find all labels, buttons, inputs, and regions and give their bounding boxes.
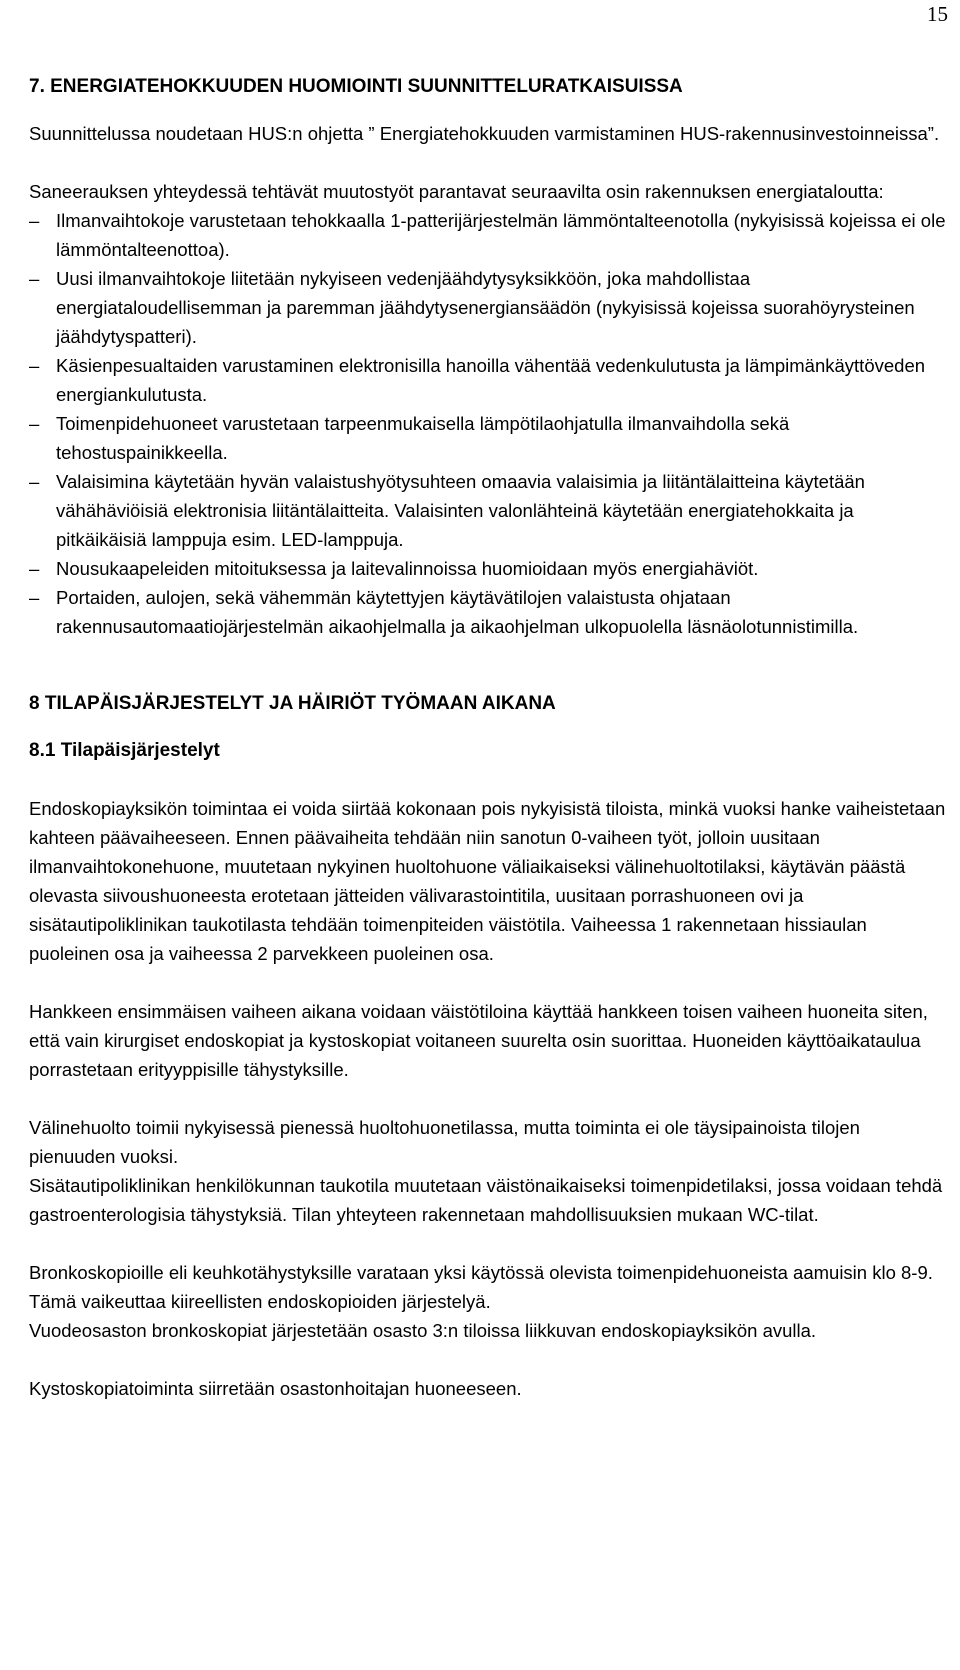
- list-item-text: Valaisimina käytetään hyvän valaistushyötysuhteen omaavia valaisimia ja liitäntälaitteina käytetään vähähäviöisiä elektronisia liitäntälaitteita. Valaisinten valonlähteinä käytetään energiatehokkaita ja pitkäikäisiä lamppuja esim. LED-lamppuja.: [56, 471, 865, 550]
- list-item: [29, 467, 947, 554]
- list-item: [29, 351, 947, 409]
- list-item: [29, 206, 947, 264]
- section-7-heading: 7. ENERGIATEHOKKUUDEN HUOMIOINTI SUUNNITTELURATKAISUISSA: [29, 76, 683, 97]
- paragraph: Välinehuolto toimii nykyisessä pienessä huoltohuonetilassa, mutta toiminta ei ole täysipainoista tilojen pienuuden vuoksi.: [29, 1117, 860, 1167]
- list-item: [29, 583, 947, 641]
- page-number: 15: [927, 2, 948, 26]
- list-item-text: Toimenpidehuoneet varustetaan tarpeenmukaisella lämpötilaohjatulla ilmanvaihdolla sekä tehostuspainikkeella.: [56, 413, 790, 463]
- dash-marker: –: [29, 558, 40, 579]
- dash-marker: –: [29, 268, 40, 289]
- list-item-text: Uusi ilmanvaihtokoje liitetään nykyiseen vedenjäähdytysyksikköön, joka mahdollistaa energiataloudellisemman ja paremman jäähdytysenergiansäädön (nykyisissä kojeissa suorahöyrysteinen jäähdytyspatteri).: [56, 268, 915, 347]
- list-item-text: Nousukaapeleiden mitoituksessa ja laitevalinnoissa huomioidaan myös energiahäviöt.: [56, 558, 759, 579]
- energy-measures-list: [29, 206, 947, 641]
- paragraph: Kystoskopiatoiminta siirretään osastonhoitajan huoneeseen.: [29, 1378, 522, 1399]
- dash-marker: –: [29, 355, 40, 376]
- paragraph: Hankkeen ensimmäisen vaiheen aikana voidaan väistötiloina käyttää hankkeen toisen vaiheen huoneita siten, että vain kirurgiset endoskopiat ja kystoskopiat voitaneen suurelta osin suorittaa. Huoneiden käyttöaikataulua porrastetaan erityyppisille tähystyksille.: [29, 1001, 928, 1080]
- dash-marker: –: [29, 413, 40, 434]
- dash-marker: –: [29, 471, 40, 492]
- section-7-intro: Suunnittelussa noudetaan HUS:n ohjetta ” Energiatehokkuuden varmistaminen HUS-rakennusinvestoinneissa”.: [29, 123, 940, 144]
- document-body: [29, 72, 947, 1403]
- dash-marker: –: [29, 210, 40, 231]
- paragraph: Vuodeosaston bronkoskopiat järjestetään osasto 3:n tiloissa liikkuvan endoskopiayksikön avulla.: [29, 1320, 817, 1341]
- list-item-text: Portaiden, aulojen, sekä vähemmän käytettyjen käytävätilojen valaistusta ohjataan rakennusautomaatiojärjestelmän aikaohjelmalla ja aikaohjelman ulkopuolella läsnäolotunnistimilla.: [56, 587, 859, 637]
- list-item: [29, 409, 947, 467]
- section-7-lead: Saneerauksen yhteydessä tehtävät muutostyöt parantavat seuraavilta osin rakennuksen energiataloutta:: [29, 181, 884, 202]
- dash-marker: –: [29, 587, 40, 608]
- section-8-1-heading: 8.1 Tilapäisjärjestelyt: [29, 740, 220, 761]
- section-8-heading: 8 TILAPÄISJÄRJESTELYT JA HÄIRIÖT TYÖMAAN AIKANA: [29, 693, 556, 714]
- list-item: [29, 554, 947, 583]
- paragraph: Bronkoskopioille eli keuhkotähystyksille varataan yksi käytössä olevista toimenpidehuoneista aamuisin klo 8-9. Tämä vaikeuttaa kiireellisten endoskopioiden järjestelyä.: [29, 1262, 933, 1312]
- paragraph: Sisätautipoliklinikan henkilökunnan taukotila muutetaan väistönaikaiseksi toimenpidetilaksi, jossa voidaan tehdä gastroenterologisia tähystyksiä. Tilan yhteyteen rakennetaan mahdollisuuksien mukaan WC-tilat.: [29, 1175, 943, 1225]
- paragraph: Endoskopiayksikön toimintaa ei voida siirtää kokonaan pois nykyisistä tiloista, minkä vuoksi hanke vaiheistetaan kahteen päävaiheeseen. Ennen päävaiheita tehdään niin sanotun 0-vaiheen työt, jolloin uusitaan ilmanvaihtokonehuone, muutetaan nykyinen huoltohuone väliaikaiseksi välinehuoltotilaksi, käytävän päästä olevasta siivoushuoneesta erotetaan jätteiden välivarastointitila, uusitaan porrashuoneen ovi ja sisätautipoliklinikan taukotilasta tehdään toimenpiteiden väistötila. Vaiheessa 1 rakennetaan hissiaulan puoleinen osa ja vaiheessa 2 parvekkeen puoleinen osa.: [29, 798, 946, 964]
- list-item-text: Ilmanvaihtokoje varustetaan tehokkaalla 1-patterijärjestelmän lämmöntalteenotolla (nykyisissä kojeissa ei ole lämmöntalteenottoa).: [56, 210, 946, 260]
- list-item: [29, 264, 947, 351]
- list-item-text: Käsienpesualtaiden varustaminen elektronisilla hanoilla vähentää vedenkulutusta ja lämpimänkäyttöveden energiankulutusta.: [56, 355, 926, 405]
